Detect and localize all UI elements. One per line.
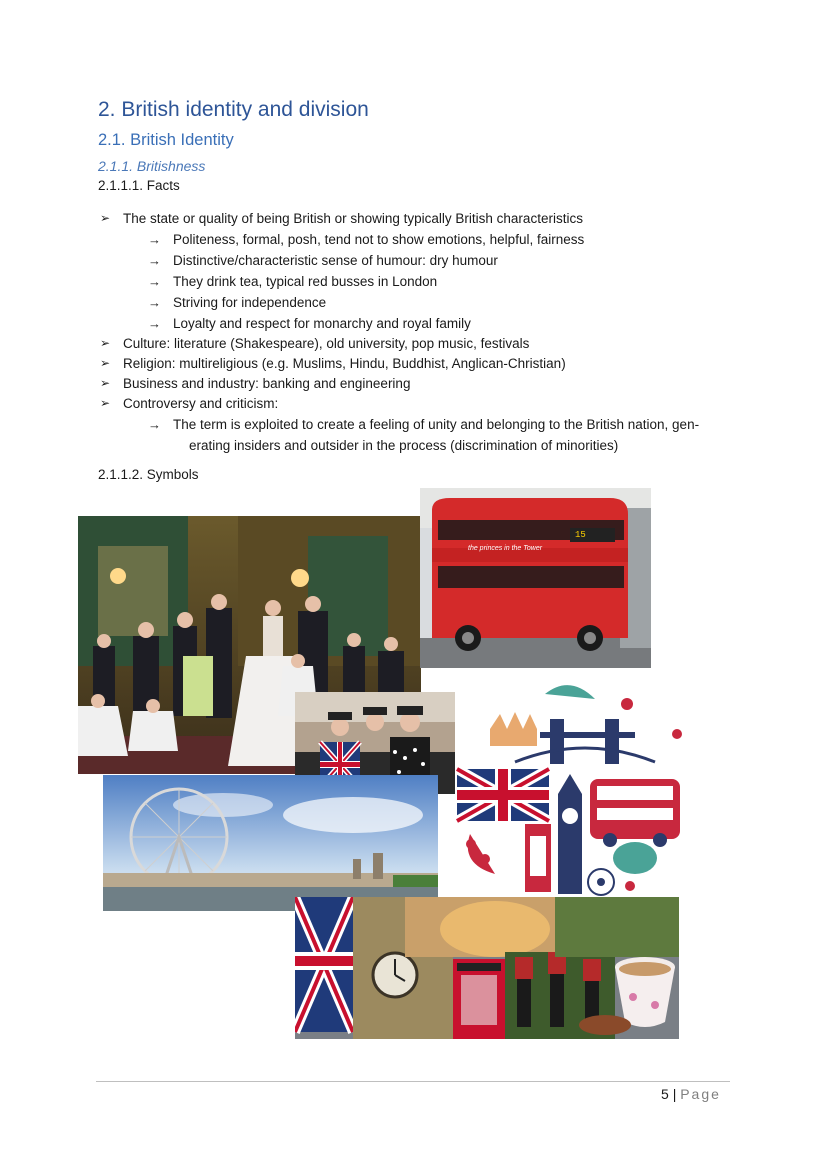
arrow-icon: → xyxy=(148,274,161,289)
arrow-icon: → xyxy=(148,232,161,247)
bullet-icon: ➢ xyxy=(100,211,111,225)
subsection-heading: 2.1. British Identity xyxy=(98,131,234,149)
bullet-icon: ➢ xyxy=(100,356,111,370)
facts-heading: 2.1.1.1. Facts xyxy=(98,178,180,193)
bus-banner-text: the princes in the Tower xyxy=(468,545,543,552)
sub-point: They drink tea, typical red busses in London xyxy=(173,274,438,289)
british-symbols-strip xyxy=(295,897,679,1039)
page-separator: | xyxy=(672,1086,677,1102)
bullet-item: Business and industry: banking and engineering xyxy=(123,376,411,391)
bullet-icon: ➢ xyxy=(100,336,111,350)
arrow-icon: → xyxy=(148,253,161,268)
bullet-item: Religion: multireligious (e.g. Muslims, Hindu, Buddhist, Anglican-Christian) xyxy=(123,356,566,371)
footer-divider xyxy=(96,1081,730,1082)
sub-point: Striving for independence xyxy=(173,295,327,310)
sub-point: Politeness, formal, posh, tend not to show emotions, helpful, fairness xyxy=(173,232,585,247)
arrow-icon: → xyxy=(148,295,161,310)
page-label: Page xyxy=(680,1086,721,1102)
bus-route-number: 15 xyxy=(575,530,586,540)
bullet-item: The state or quality of being British or showing typically British characteristics xyxy=(123,211,583,226)
bullet-item: Culture: literature (Shakespeare), old university, pop music, festivals xyxy=(123,336,530,351)
british-icons-collage xyxy=(455,674,687,898)
sub-point: Distinctive/characteristic sense of humour: dry humour xyxy=(173,253,498,268)
subsubsection-heading: 2.1.1. Britishness xyxy=(98,158,206,174)
sub-point: Loyalty and respect for monarchy and royal family xyxy=(173,316,471,331)
arrow-icon: → xyxy=(148,316,161,331)
red-bus-photo xyxy=(420,488,651,668)
arrow-icon: → xyxy=(148,417,161,432)
sub-point: The term is exploited to create a feeling of unity and belonging to the British nation, gen- xyxy=(173,417,700,432)
bullet-item: Controversy and criticism: xyxy=(123,396,279,411)
sub-point-continuation: erating insiders and outsider in the process (discrimination of minorities) xyxy=(189,438,619,453)
section-heading: 2. British identity and division xyxy=(98,98,369,121)
page-number: 5 xyxy=(661,1086,669,1102)
page-footer xyxy=(661,1086,721,1102)
bullet-icon: ➢ xyxy=(100,376,111,390)
bullet-icon: ➢ xyxy=(100,396,111,410)
london-eye-photo xyxy=(103,775,438,911)
symbols-heading: 2.1.1.2. Symbols xyxy=(98,467,199,482)
